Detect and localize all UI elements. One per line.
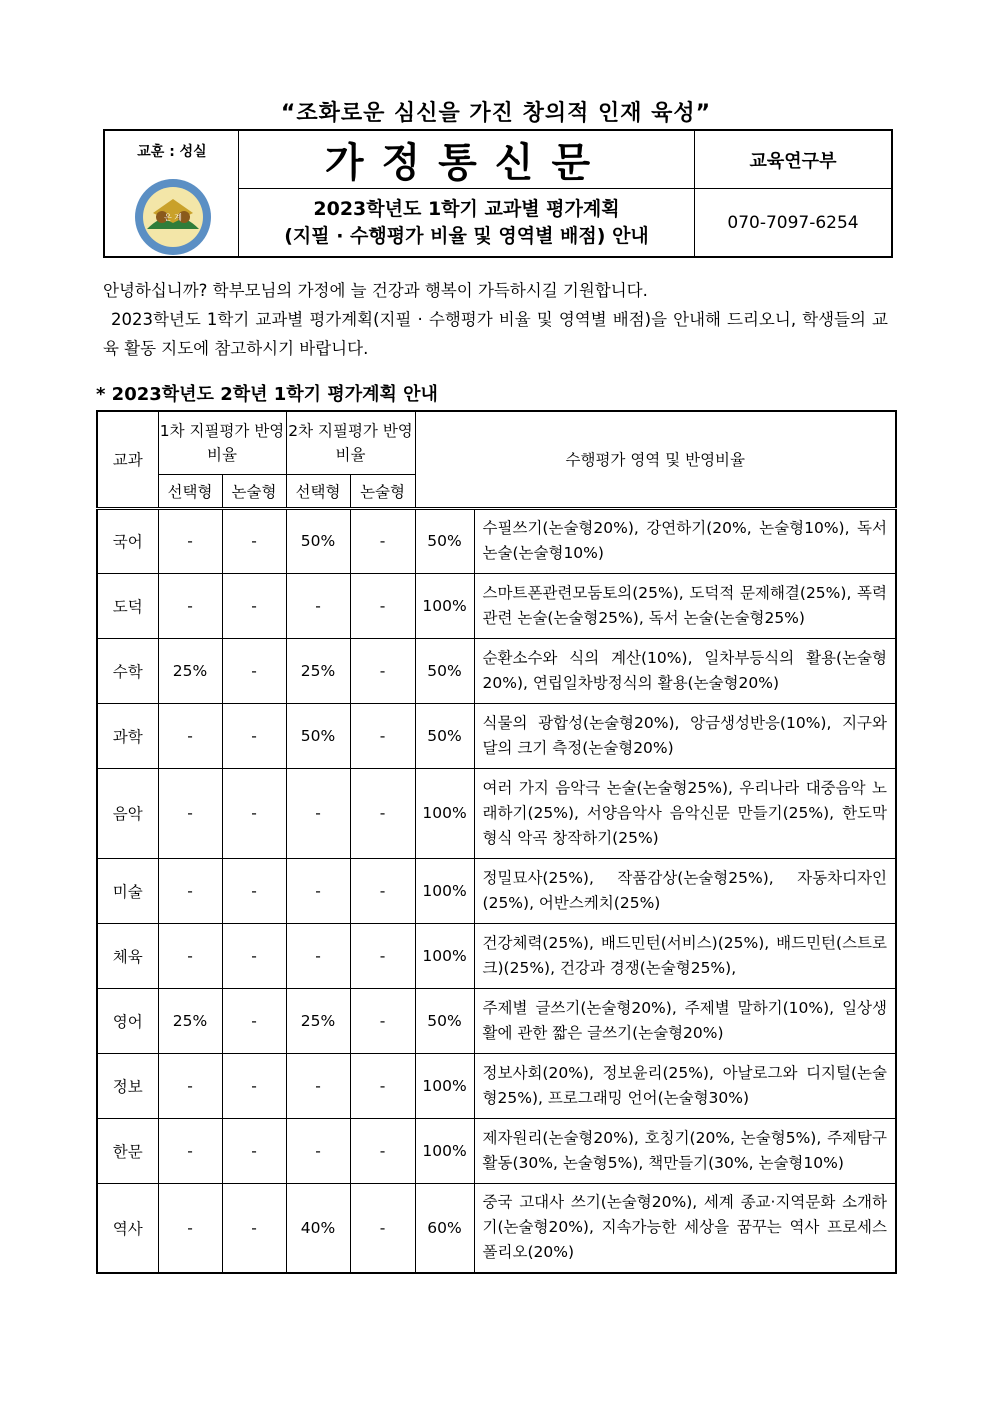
exam2-multiple-choice-cell: 50% xyxy=(286,508,350,573)
subject-cell: 체육 xyxy=(97,923,158,988)
page-title: 가정통신문 xyxy=(239,131,695,189)
header-subject: 교과 xyxy=(97,411,158,508)
subtitle-line-2: (지필 · 수행평가 비율 및 영역별 배점) 안내 xyxy=(284,224,649,247)
subject-cell: 영어 xyxy=(97,988,158,1053)
performance-areas-cell: 중국 고대사 쓰기(논술형20%), 세계 종교·지역문화 소개하기(논술형20%), 지속가능한 세상을 꿈꾸는 역사 프로세스 폴리오(20%) xyxy=(474,1183,896,1273)
intro-body-paragraph: 2023학년도 1학기 교과별 평가계획(지필 · 수행평가 비율 및 영역별 배점)을 안내해 드리오니, 학생들의 교육 활동 지도에 참고하시기 바랍니다. xyxy=(103,310,888,358)
header-exam2-essay: 논술형 xyxy=(350,474,415,508)
subject-cell: 국어 xyxy=(97,508,158,573)
performance-ratio-cell: 50% xyxy=(415,988,474,1053)
performance-areas-cell: 제자원리(논술형20%), 호칭기(20%, 논술형5%), 주제탐구활동(30%, 논술형5%), 책만들기(30%, 논술형10%) xyxy=(474,1118,896,1183)
section-title: * 2023학년도 2학년 1학기 평가계획 안내 xyxy=(96,384,438,405)
table-row xyxy=(97,1118,896,1183)
exam1-multiple-choice-cell: - xyxy=(158,1183,222,1273)
performance-areas-cell: 건강체력(25%), 배드민턴(서비스)(25%), 배드민턴(스트로크)(25%), 건강과 경쟁(논술형25%), xyxy=(474,923,896,988)
table-row xyxy=(97,768,896,858)
school-emblem-cell xyxy=(105,131,239,256)
exam1-multiple-choice-cell: 25% xyxy=(158,988,222,1053)
exam1-essay-cell: - xyxy=(222,923,286,988)
table-row xyxy=(97,988,896,1053)
performance-areas-cell: 정보사회(20%), 정보윤리(25%), 아날로그와 디지털(논술형25%), 프로그래밍 언어(논술형30%) xyxy=(474,1053,896,1118)
school-motto-headline: “조화로운 심신을 가진 창의적 인재 육성” xyxy=(280,101,712,126)
exam2-essay-cell: - xyxy=(350,1183,415,1273)
header-performance: 수행평가 영역 및 반영비율 xyxy=(415,411,896,508)
performance-ratio-cell: 100% xyxy=(415,923,474,988)
exam1-multiple-choice-cell: - xyxy=(158,573,222,638)
department-label: 교육연구부 xyxy=(695,131,891,189)
exam1-multiple-choice-cell: - xyxy=(158,923,222,988)
performance-areas-cell: 정밀묘사(25%), 작품감상(논술형25%), 자동차디자인(25%), 어반스케치(25%) xyxy=(474,858,896,923)
exam2-multiple-choice-cell: - xyxy=(286,1118,350,1183)
exam2-essay-cell: - xyxy=(350,1118,415,1183)
header-exam2: 2차 지필평가 반영비율 xyxy=(286,411,415,474)
logo-text: 은 계 xyxy=(164,213,182,222)
exam2-multiple-choice-cell: 50% xyxy=(286,703,350,768)
subject-cell: 역사 xyxy=(97,1183,158,1273)
exam2-multiple-choice-cell: - xyxy=(286,768,350,858)
performance-ratio-cell: 50% xyxy=(415,703,474,768)
exam1-essay-cell: - xyxy=(222,1118,286,1183)
exam1-essay-cell: - xyxy=(222,1053,286,1118)
subject-cell: 과학 xyxy=(97,703,158,768)
evaluation-plan-table xyxy=(96,410,897,1274)
performance-areas-cell: 순환소수와 식의 계산(10%), 일차부등식의 활용(논술형20%), 연립일차방정식의 활용(논술형20%) xyxy=(474,638,896,703)
exam2-essay-cell: - xyxy=(350,573,415,638)
exam1-multiple-choice-cell: - xyxy=(158,768,222,858)
exam2-multiple-choice-cell: - xyxy=(286,573,350,638)
exam1-multiple-choice-cell: - xyxy=(158,703,222,768)
school-logo-icon xyxy=(133,177,213,257)
exam1-essay-cell: - xyxy=(222,638,286,703)
intro-text xyxy=(103,276,888,363)
exam2-essay-cell: - xyxy=(350,703,415,768)
exam1-multiple-choice-cell: - xyxy=(158,508,222,573)
newsletter-header xyxy=(103,129,893,258)
newsletter-subtitle xyxy=(239,189,695,256)
contact-phone: 070-7097-6254 xyxy=(727,212,859,233)
table-row xyxy=(97,573,896,638)
exam2-essay-cell: - xyxy=(350,923,415,988)
performance-areas-cell: 여러 가지 음악극 논술(논술형25%), 우리나라 대중음악 노래하기(25%), 서양음악사 음악신문 만들기(25%), 한도막 형식 악곡 창작하기(25%) xyxy=(474,768,896,858)
greeting-paragraph: 안녕하십니까? 학부모님의 가정에 늘 건강과 행복이 가득하시길 기원합니다. xyxy=(103,281,648,300)
header-exam1-essay: 논술형 xyxy=(222,474,286,508)
table-row xyxy=(97,508,896,573)
exam1-essay-cell: - xyxy=(222,768,286,858)
header-exam1-multiple-choice: 선택형 xyxy=(158,474,222,508)
table-row xyxy=(97,638,896,703)
performance-areas-cell: 수필쓰기(논술형20%), 강연하기(20%, 논술형10%), 독서논술(논술형10%) xyxy=(474,508,896,573)
table-row xyxy=(97,923,896,988)
exam2-multiple-choice-cell: 25% xyxy=(286,638,350,703)
performance-ratio-cell: 50% xyxy=(415,638,474,703)
header-exam1: 1차 지필평가 반영비율 xyxy=(158,411,286,474)
exam2-multiple-choice-cell: - xyxy=(286,923,350,988)
performance-areas-cell: 스마트폰관련모둠토의(25%), 도덕적 문제해결(25%), 폭력관련 논술(논술형25%), 독서 논술(논술형25%) xyxy=(474,573,896,638)
subject-cell: 수학 xyxy=(97,638,158,703)
performance-ratio-cell: 100% xyxy=(415,1053,474,1118)
exam2-multiple-choice-cell: 25% xyxy=(286,988,350,1053)
header-exam2-multiple-choice: 선택형 xyxy=(286,474,350,508)
exam2-essay-cell: - xyxy=(350,988,415,1053)
exam1-essay-cell: - xyxy=(222,988,286,1053)
exam1-multiple-choice-cell: - xyxy=(158,1053,222,1118)
exam2-essay-cell: - xyxy=(350,638,415,703)
exam2-multiple-choice-cell: 40% xyxy=(286,1183,350,1273)
table-row xyxy=(97,1053,896,1118)
exam1-essay-cell: - xyxy=(222,1183,286,1273)
school-motto-label: 교훈 : 성실 xyxy=(137,144,207,160)
exam1-essay-cell: - xyxy=(222,703,286,768)
subject-cell: 한문 xyxy=(97,1118,158,1183)
performance-ratio-cell: 100% xyxy=(415,1118,474,1183)
exam2-essay-cell: - xyxy=(350,508,415,573)
performance-areas-cell: 식물의 광합성(논술형20%), 앙금생성반응(10%), 지구와 달의 크기 측정(논술형20%) xyxy=(474,703,896,768)
exam2-essay-cell: - xyxy=(350,1053,415,1118)
exam1-essay-cell: - xyxy=(222,508,286,573)
performance-ratio-cell: 100% xyxy=(415,768,474,858)
exam1-multiple-choice-cell: 25% xyxy=(158,638,222,703)
subject-cell: 도덕 xyxy=(97,573,158,638)
subject-cell: 정보 xyxy=(97,1053,158,1118)
subject-cell: 미술 xyxy=(97,858,158,923)
performance-ratio-cell: 100% xyxy=(415,573,474,638)
performance-ratio-cell: 100% xyxy=(415,858,474,923)
exam2-multiple-choice-cell: - xyxy=(286,1053,350,1118)
exam1-essay-cell: - xyxy=(222,573,286,638)
performance-ratio-cell: 60% xyxy=(415,1183,474,1273)
exam1-essay-cell: - xyxy=(222,858,286,923)
subject-cell: 음악 xyxy=(97,768,158,858)
exam2-essay-cell: - xyxy=(350,858,415,923)
performance-ratio-cell: 50% xyxy=(415,508,474,573)
table-row xyxy=(97,1183,896,1273)
exam2-multiple-choice-cell: - xyxy=(286,858,350,923)
table-row xyxy=(97,703,896,768)
exam1-multiple-choice-cell: - xyxy=(158,858,222,923)
exam2-essay-cell: - xyxy=(350,768,415,858)
table-row xyxy=(97,858,896,923)
exam1-multiple-choice-cell: - xyxy=(158,1118,222,1183)
subtitle-line-1: 2023학년도 1학기 교과별 평가계획 xyxy=(313,197,620,220)
performance-areas-cell: 주제별 글쓰기(논술형20%), 주제별 말하기(10%), 일상생활에 관한 짧은 글쓰기(논술형20%) xyxy=(474,988,896,1053)
